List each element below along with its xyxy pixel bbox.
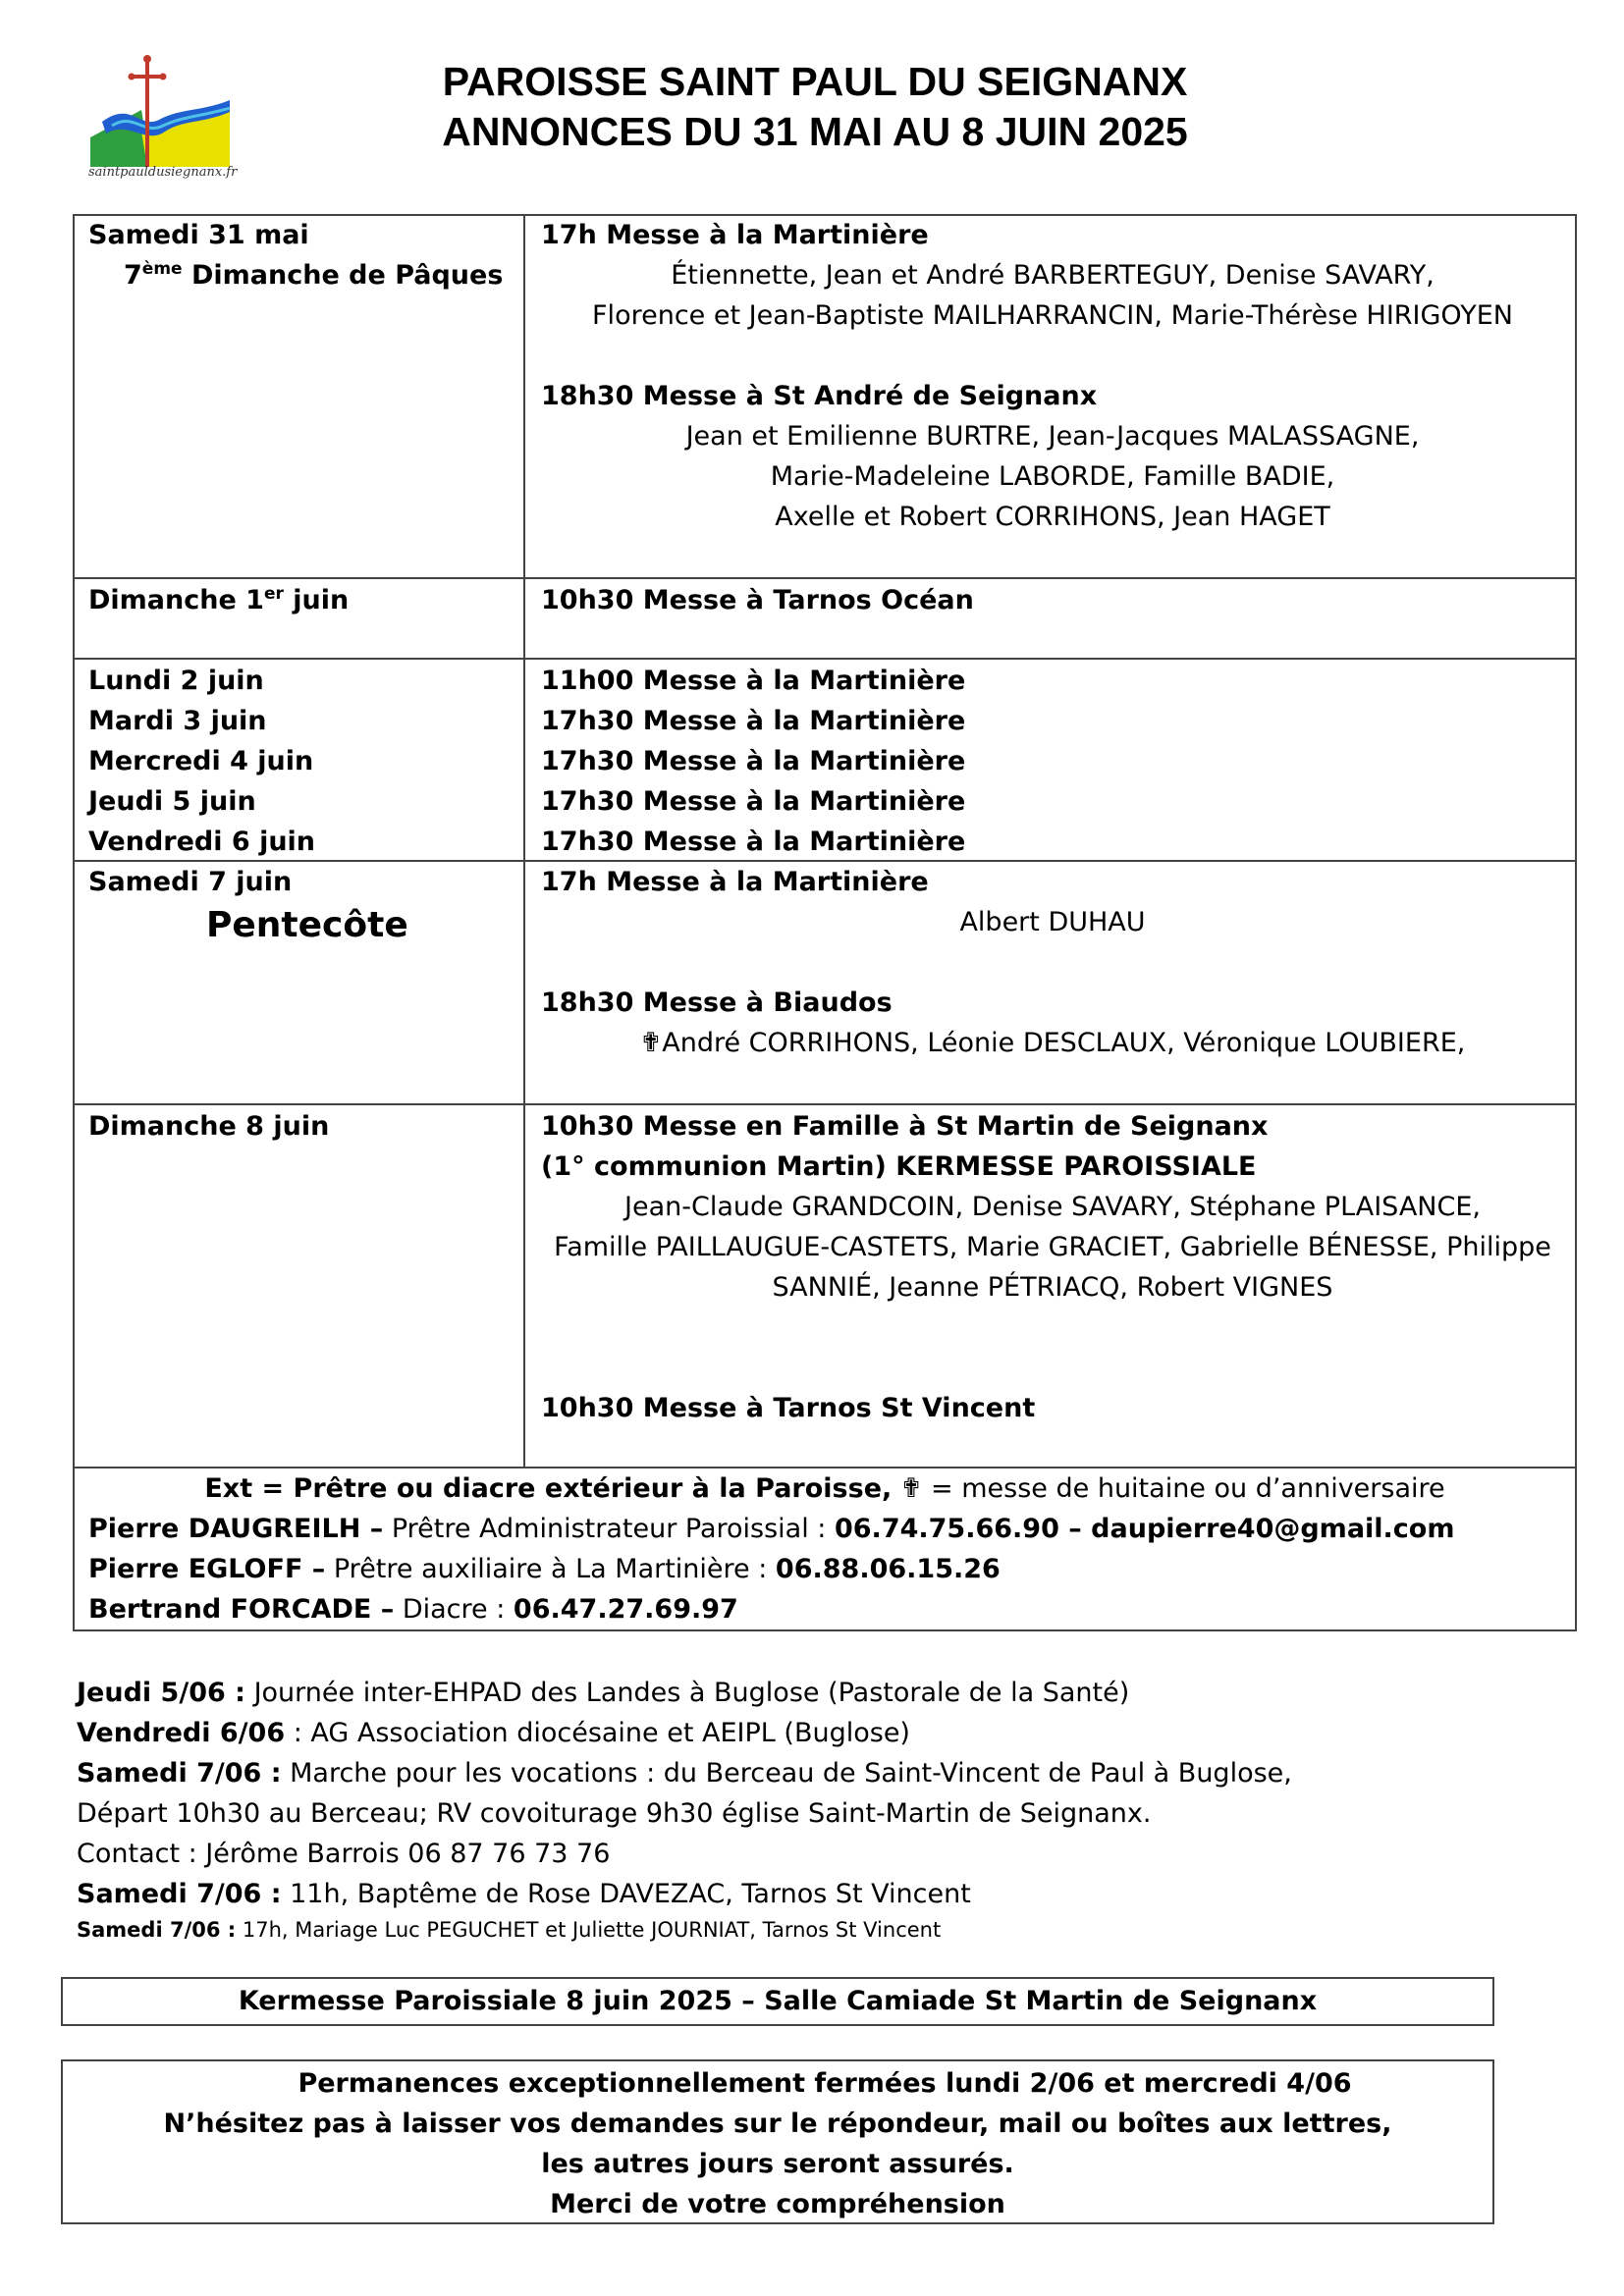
row-divider [73,658,1577,660]
feast-label: Pentecôte [206,905,408,945]
page-subtitle: ANNONCES DU 31 MAI AU 8 JUIN 2025 [442,109,1188,154]
mass-title: 11h00 Messe à la Martinière [541,666,966,696]
legend-line: Ext = Prêtre ou diacre extérieur à la Paroisse, ✟ = messe de huitaine ou d’anniversaire [204,1473,1445,1504]
mass-intentions: Axelle et Robert CORRIHONS, Jean HAGET [775,502,1330,532]
notice-item: Samedi 7/06 : 11h, Baptême de Rose DAVEZAC, Tarnos St Vincent [77,1879,971,1909]
mass-intentions: Étiennette, Jean et André BARBERTEGUY, Denise SAVARY, [671,260,1435,291]
sunday-label: 7ème Dimanche de Pâques [124,259,504,291]
mass-title: 10h30 Messe à Tarnos St Vincent [541,1393,1036,1423]
page-title: PAROISSE SAINT PAUL DU SEIGNANX [442,59,1188,104]
mass-intentions: Famille PAILLAUGUE-CASTETS, Marie GRACIET, Gabrielle BÉNESSE, Philippe [554,1232,1551,1262]
mass-title: 17h30 Messe à la Martinière [541,746,966,776]
day-label: Vendredi 6 juin [88,827,316,857]
contact-priest-2: Pierre EGLOFF – Prêtre auxiliaire à La Martinière : 06.88.06.15.26 [88,1554,1001,1584]
notice-item: Samedi 7/06 : Marche pour les vocations : du Berceau de Saint-Vincent de Paul à Buglose, [77,1758,1292,1789]
mass-subtitle: (1° communion Martin) KERMESSE PAROISSIALE [541,1151,1257,1182]
table-column-divider [523,214,525,1467]
mass-intentions: Jean et Emilienne BURTRE, Jean-Jacques MALASSAGNE, [685,421,1420,452]
day-label-sun1: Dimanche 1er juin [88,584,350,615]
mass-title: 18h30 Messe à Biaudos [541,988,893,1018]
notice-item: Samedi 7/06 : 17h, Mariage Luc PEGUCHET et Juliette JOURNIAT, Tarnos St Vincent [77,1918,942,1942]
notice-item: Jeudi 5/06 : Journée inter-EHPAD des Landes à Buglose (Pastorale de la Santé) [77,1678,1130,1708]
day-label-sat31: Samedi 31 mai [88,220,309,250]
mass-intentions: Marie-Madeleine LABORDE, Famille BADIE, [770,461,1335,492]
mass-intentions: Jean-Claude GRANDCOIN, Denise SAVARY, Stéphane PLAISANCE, [624,1192,1481,1222]
day-label: Jeudi 5 juin [88,786,256,817]
notice-contact: Contact : Jérôme Barrois 06 87 76 73 76 [77,1839,611,1869]
mass-title: 17h30 Messe à la Martinière [541,706,966,736]
mass-title: 18h30 Messe à St André de Seignanx [541,381,1098,411]
mass-title: 10h30 Messe en Famille à St Martin de Seignanx [541,1111,1269,1142]
day-label: Mercredi 4 juin [88,746,314,776]
contact-deacon: Bertrand FORCADE – Diacre : 06.47.27.69.97 [88,1594,738,1625]
mass-intentions: Florence et Jean-Baptiste MAILHARRANCIN, Marie-Thérèse HIRIGOYEN [592,300,1513,331]
contact-priest-1: Pierre DAUGREILH – Prêtre Administrateur Paroissial : 06.74.75.66.90 – daupierre40@gmail.com [88,1514,1455,1544]
mass-title: 17h Messe à la Martinière [541,220,929,250]
row-divider [73,577,1577,579]
permanences-line: Merci de votre compréhension [550,2189,1005,2219]
mass-intentions: SANNIÉ, Jeanne PÉTRIACQ, Robert VIGNES [772,1272,1333,1303]
mass-intentions: Albert DUHAU [959,907,1146,937]
logo-caption: saintpauldusiegnanx.fr [88,165,238,180]
mass-title: 17h Messe à la Martinière [541,867,929,897]
mass-title: 17h30 Messe à la Martinière [541,786,966,817]
mass-title: 17h30 Messe à la Martinière [541,827,966,857]
day-label-sun8: Dimanche 8 juin [88,1111,330,1142]
kermesse-text: Kermesse Paroissiale 8 juin 2025 – Salle Camiade St Martin de Seignanx [238,1986,1318,2016]
mass-title: 10h30 Messe à Tarnos Océan [541,585,974,615]
day-label: Lundi 2 juin [88,666,264,696]
notice-item-line: Départ 10h30 au Berceau; RV covoiturage 9h30 église Saint-Martin de Seignanx. [77,1798,1152,1829]
parish-logo [82,51,230,184]
mass-intentions: ✟André CORRIHONS, Léonie DESCLAUX, Véronique LOUBIERE, [639,1028,1466,1058]
permanences-line: N’hésitez pas à laisser vos demandes sur le répondeur, mail ou boîtes aux lettres, [163,2109,1392,2139]
row-divider [73,1103,1577,1105]
day-label-sat7: Samedi 7 juin [88,867,293,897]
notice-item: Vendredi 6/06 : AG Association diocésaine et AEIPL (Buglose) [77,1718,910,1748]
day-label: Mardi 3 juin [88,706,267,736]
permanences-line: les autres jours seront assurés. [541,2149,1014,2179]
permanences-line: Permanences exceptionnellement fermées lundi 2/06 et mercredi 4/06 [298,2068,1352,2099]
